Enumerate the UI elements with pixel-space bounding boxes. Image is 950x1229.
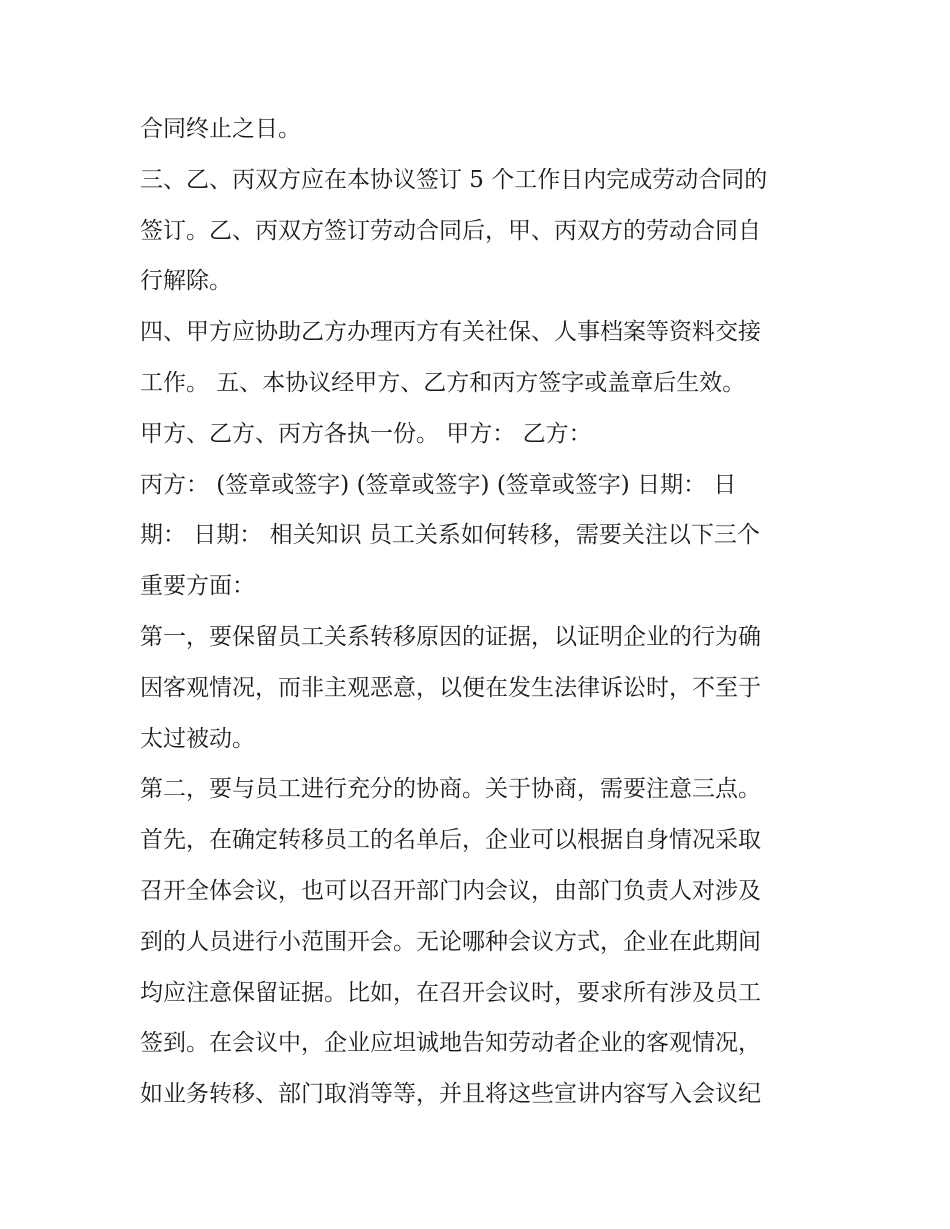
text-line: 行解除。 [140,268,232,295]
text-line: 首先，在确定转移员工的名单后，企业可以根据自身情况采取 [140,827,761,854]
text-line: 签订。乙、丙双方签订劳动合同后，甲、丙双方的劳动合同自 [140,217,761,244]
text-line: 四、甲方应协助乙方办理丙方有关社保、人事档案等资料交接 [140,319,761,346]
text-line: 合同终止之日。 [140,116,301,142]
text-line: 重要方面： [140,573,255,600]
text-line: 到的人员进行小范围开会。无论哪种会议方式，企业在此期间 [140,928,761,955]
text-line: 第一，要保留员工关系转移原因的证据，以证明企业的行为确 [140,623,761,650]
text-line: 期： 日期： 相关知识 员工关系如何转移，需要关注以下三个 [140,522,760,549]
text-line: 因客观情况，而非主观恶意，以便在发生法律诉讼时，不至于 [140,674,761,701]
text-line: 召开全体会议，也可以召开部门内会议，由部门负责人对涉及 [140,877,761,904]
text-line: 丙方： (签章或签字) (签章或签字) (签章或签字) 日期： 日 [140,471,737,498]
document-body [140,104,820,1120]
text-line: 工作。 五、本协议经甲方、乙方和丙方签字或盖章后生效。 [140,369,746,396]
text-line: 均应注意保留证据。比如，在召开会议时，要求所有涉及员工 [140,979,761,1006]
text-line: 三、乙、丙双方应在本协议签订 5 个工作日内完成劳动合同的 [140,166,768,193]
text-line: 甲方、乙方、丙方各执一份。 甲方： 乙方： [140,420,592,447]
text-line: 太过被动。 [140,725,255,752]
text-line: 签到。在会议中，企业应坦诚地告知劳动者企业的客观情况， [140,1030,761,1057]
text-line: 第二，要与员工进行充分的协商。关于协商，需要注意三点。 [140,776,761,803]
text-line: 如业务转移、部门取消等等，并且将这些宣讲内容写入会议纪 [140,1081,761,1108]
